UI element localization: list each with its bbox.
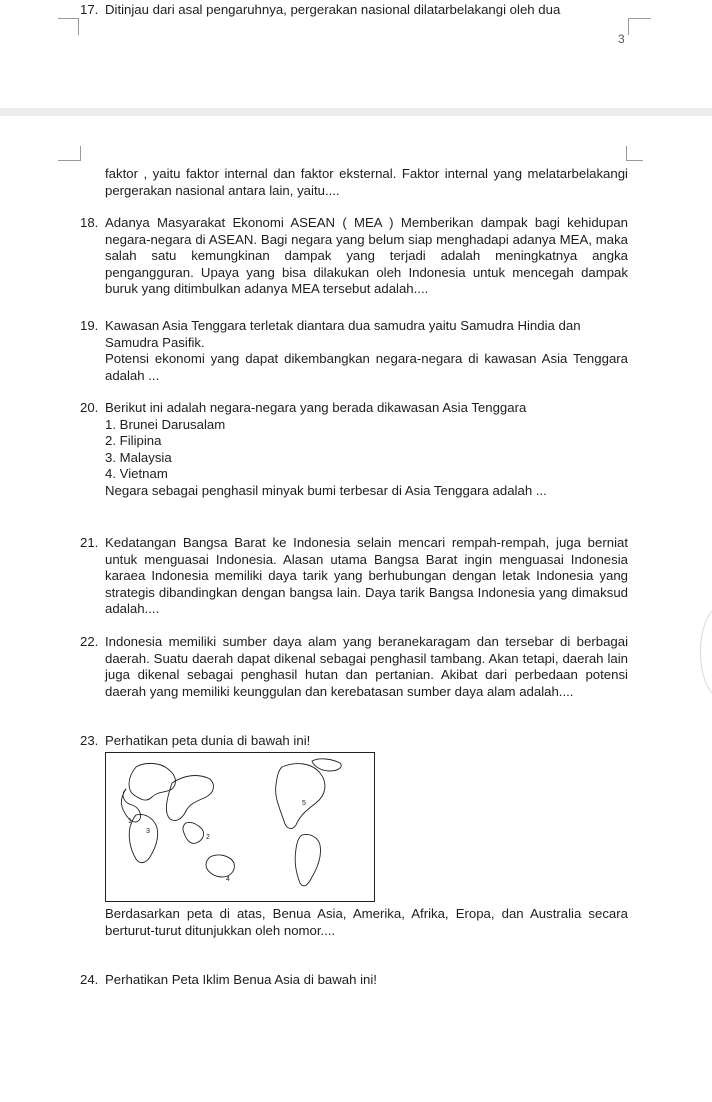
country-list (105, 417, 628, 483)
question-text: Ditinjau dari asal pengaruhnya, pergerakan nasional dilatarbelakangi oleh dua (105, 2, 561, 17)
list-item: 3. Malaysia (105, 449, 172, 465)
page-separator (0, 108, 712, 116)
landmass-asia (166, 776, 213, 821)
list-item: 1. Brunei Darusalam (105, 416, 226, 432)
map-label: 5 (302, 800, 306, 807)
scroll-handle[interactable] (700, 606, 712, 698)
question-text: Negara sebagai penghasil minyak bumi terbesar di Asia Tenggara adalah ... (105, 482, 547, 498)
question-17-continued (80, 166, 628, 199)
question-number: 19. (80, 318, 99, 333)
question-text: Kawasan Asia Tenggara terletak diantara dua samudra yaitu Samudra Hindia dan Samudra Pasifik. (105, 318, 581, 350)
map-label: 4 (226, 876, 230, 883)
question-text: Adanya Masyarakat Ekonomi ASEAN ( MEA ) Memberikan dampak bagi kehidupan negara-negara di ASEAN. Bagi negara yang belum siap menghadapi adanya MEA, maka salah satu kemungkinan dampak yang terjadi adalah meningkatnya angka pengangguran. Upaya yang bisa dilakukan oleh Indonesia untuk mencegah dampak buruk yang ditimbulkan adanya MEA tersebut adalah.... (105, 215, 628, 297)
map-label: 3 (146, 828, 150, 835)
crop-mark (58, 146, 81, 161)
question-24 (80, 972, 628, 989)
world-map-outline (106, 753, 374, 901)
question-number: 21. (80, 535, 99, 550)
map-label: 1 (128, 818, 132, 825)
crop-mark (626, 146, 643, 161)
question-intro: Berikut ini adalah negara-negara yang berada dikawasan Asia Tenggara (105, 400, 527, 415)
question-number: 22. (80, 634, 99, 649)
question-intro: Perhatikan peta dunia di bawah ini! (105, 733, 311, 748)
list-item: 4. Vietnam (105, 466, 168, 482)
question-number: 23. (80, 733, 99, 748)
crop-mark (58, 18, 79, 35)
landmass-north-america (276, 764, 325, 829)
question-text: Potensi ekonomi yang dapat dikembangkan negara-negara di kawasan Asia Tenggara adalah ... (105, 351, 628, 383)
landmass-australia (206, 855, 234, 877)
landmass-south-america (295, 834, 320, 885)
question-number: 18. (80, 215, 99, 230)
landmass-southeast-asia (183, 822, 204, 843)
question-number: 24. (80, 972, 99, 987)
question-number: 17. (80, 2, 99, 17)
question-text: Berdasarkan peta di atas, Benua Asia, Amerika, Afrika, Eropa, dan Australia secara berturut-turut ditunjukkan oleh nomor.... (105, 906, 628, 938)
question-18 (80, 215, 628, 298)
previous-page (0, 0, 712, 108)
list-item: 2. Filipina (105, 433, 162, 449)
question-20 (80, 400, 628, 500)
question-text: Kedatangan Bangsa Barat ke Indonesia selain mencari rempah-rempah, juga berniat untuk menguasai Indonesia. Alasan utama Bangsa Barat ingin menguasai Indonesia karaea Indonesia memiliki daya tarik yang berhubungan dengan letak Indonesia yang strategis dibandingkan dengan bangsa lain. Daya tarik Bangsa Indonesia yang dimaksud adalah.... (105, 535, 628, 617)
map-label: 2 (206, 834, 210, 841)
question-text: Perhatikan Peta Iklim Benua Asia di bawah ini! (105, 972, 377, 987)
question-17-start (80, 2, 628, 19)
world-map (105, 752, 375, 902)
question-19 (80, 318, 628, 384)
page-number: 3 (618, 32, 625, 46)
question-21 (80, 535, 628, 618)
question-23-prompt (80, 906, 628, 939)
question-number: 20. (80, 400, 99, 415)
question-text: Indonesia memiliki sumber daya alam yang beranekaragam dan tersebar di berbagai daerah. Suatu daerah dapat dikenal sebagai penghasil tambang. Akan tetapi, daerah lain juga dikenal sebagai penghasil hutan dan pertanian. Akibat dari perbedaan potensi daerah yang memiliki keunggulan dan kerebatasan sumber daya alam adalah.... (105, 634, 628, 699)
crop-mark (628, 18, 651, 35)
question-22 (80, 634, 628, 700)
question-23 (80, 733, 628, 750)
question-text: faktor , yaitu faktor internal dan faktor eksternal. Faktor internal yang melatarbelakangi pergerakan nasional antara lain, yaitu.... (105, 166, 628, 198)
